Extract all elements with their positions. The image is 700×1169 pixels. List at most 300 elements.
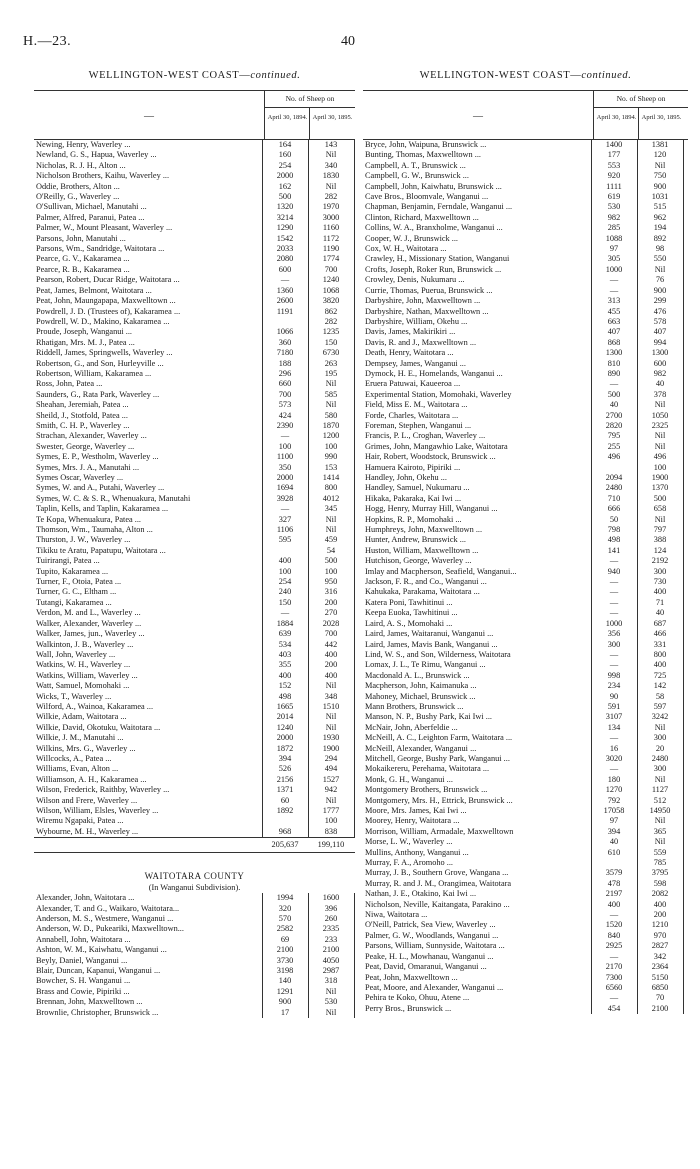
sheep-1894: 2156 xyxy=(276,774,294,784)
owner-name: Niwa, Waitotara ... xyxy=(365,910,428,920)
owner-name: Cooper, W. J., Brunswick ... xyxy=(365,233,459,243)
table-row xyxy=(363,171,688,181)
sheep-1895: 1031 xyxy=(651,192,669,202)
sheep-1894: 573 xyxy=(278,400,292,410)
sheep-1894: 1066 xyxy=(276,327,294,337)
sheep-1895: 407 xyxy=(653,327,667,337)
table-row xyxy=(363,515,688,525)
sheep-1894: 152 xyxy=(278,681,292,691)
sheep-1894: 3020 xyxy=(605,753,623,763)
sheep-1894: 1542 xyxy=(276,233,294,243)
sheep-1894: 920 xyxy=(607,171,621,181)
sheep-1895: 194 xyxy=(653,223,667,233)
sheep-1894: 660 xyxy=(278,379,292,389)
table-row xyxy=(34,556,355,566)
page-ref: H.—23. xyxy=(23,34,72,49)
sheep-1895: 515 xyxy=(653,202,667,212)
sheep-1895: 76 xyxy=(655,275,665,285)
left-header-year-1894: April 30, 1894. xyxy=(264,108,310,139)
owner-name: Turner, G. C., Eltham ... xyxy=(36,587,117,597)
owner-name: Perry Bros., Brunswick ... xyxy=(365,1003,452,1013)
owner-name: Monk, G. H., Wanganui ... xyxy=(365,774,453,784)
sheep-1895: Nil xyxy=(325,712,337,722)
owner-name: Willcocks, A., Patea ... xyxy=(36,753,112,763)
owner-name: Watkins, W. H., Waverley ... xyxy=(36,660,131,670)
sheep-1894: 534 xyxy=(278,639,292,649)
table-row xyxy=(34,504,355,514)
sheep-1895: 990 xyxy=(324,452,338,462)
sheep-1894: 360 xyxy=(278,337,292,347)
table-row xyxy=(363,182,688,192)
sheep-1894: 1240 xyxy=(276,722,294,732)
sheep-1894: 90 xyxy=(609,691,619,701)
table-row xyxy=(363,920,688,930)
table-row xyxy=(34,816,355,826)
owner-name: Ross, John, Patea ... xyxy=(36,379,103,389)
sheep-1894: 496 xyxy=(607,452,621,462)
owner-name: Peat, John, Maxwelltown ... xyxy=(365,972,458,982)
owner-name: Laird, A. S., Momohaki ... xyxy=(365,618,453,628)
sheep-1894: 1270 xyxy=(605,785,623,795)
table-row xyxy=(34,577,355,587)
table-row xyxy=(363,265,688,275)
table-row xyxy=(363,317,688,327)
owner-name: Parsons, Wm., Sandridge, Waitotara ... xyxy=(36,244,165,254)
table-row xyxy=(34,935,355,945)
sheep-1894: 2925 xyxy=(605,941,623,951)
sheep-1895: 153 xyxy=(324,462,338,472)
left-table-body-county xyxy=(34,893,355,1018)
owner-name: Hutchison, George, Waverley ... xyxy=(365,556,472,566)
sheep-1894: 498 xyxy=(607,535,621,545)
owner-name: Symes, Mrs. J. A., Manutahi ... xyxy=(36,462,140,472)
sheep-1894: — xyxy=(609,910,619,920)
sheep-1895: 1200 xyxy=(322,431,340,441)
sheep-1894: 240 xyxy=(278,587,292,597)
table-row xyxy=(34,421,355,431)
sheep-1894: 97 xyxy=(609,816,619,826)
owner-name: Thomson, Wm., Taumaha, Alton ... xyxy=(36,525,153,535)
sheep-1894: 1088 xyxy=(605,233,623,243)
table-row xyxy=(34,785,355,795)
table-row xyxy=(34,223,355,233)
owner-name: Kahukaka, Parakama, Waitotara ... xyxy=(365,587,480,597)
sheep-1894: 7300 xyxy=(605,972,623,982)
owner-name: Anderson, W. D., Pukeariki, Maxwelltown... xyxy=(36,924,184,934)
left-title-suffix: continued. xyxy=(250,70,301,81)
sheep-1894: 1872 xyxy=(276,743,294,753)
owner-name: McNeill, Alexander, Wanganui ... xyxy=(365,743,477,753)
table-row xyxy=(34,411,355,421)
sheep-1894: 526 xyxy=(278,764,292,774)
table-row xyxy=(34,442,355,452)
table-row xyxy=(34,400,355,410)
sheep-1894: 1106 xyxy=(276,525,294,535)
sheep-1895: 270 xyxy=(324,608,338,618)
table-row xyxy=(34,275,355,285)
owner-name: Walker, James, jun., Waverley ... xyxy=(36,629,145,639)
table-row xyxy=(34,904,355,914)
table-row xyxy=(34,629,355,639)
table-row xyxy=(363,816,688,826)
sheep-1894: 3579 xyxy=(605,868,623,878)
sheep-1895: 512 xyxy=(653,795,667,805)
sheep-1894: 424 xyxy=(278,410,292,420)
owner-name: Beyly, Daniel, Wanganui ... xyxy=(36,955,128,965)
sheep-1895: 597 xyxy=(653,701,667,711)
sheep-1895: 530 xyxy=(324,997,338,1007)
owner-name: Powdrell, W. D., Makino, Kakaramea ... xyxy=(36,316,170,326)
sheep-1894: — xyxy=(280,431,290,441)
sheep-1895: 550 xyxy=(653,254,667,264)
sheep-1895: 500 xyxy=(653,493,667,503)
owner-name: Montgomery Brothers, Brunswick ... xyxy=(365,785,488,795)
sheep-1895: 143 xyxy=(324,140,338,149)
table-row xyxy=(34,587,355,597)
right-header-sheep: No. of Sheep on xyxy=(593,91,688,108)
owner-name: Saunders, G., Rata Park, Waverley ... xyxy=(36,389,160,399)
owner-name: Field, Miss E. M., Waitotara ... xyxy=(365,400,468,410)
table-row xyxy=(34,379,355,389)
sheep-1895: 2827 xyxy=(651,941,669,951)
table-row xyxy=(34,546,355,556)
owner-name: Darbyshire, William, Okehu ... xyxy=(365,316,468,326)
table-row xyxy=(363,941,688,951)
table-row xyxy=(34,359,355,369)
table-row xyxy=(34,945,355,955)
owner-name: Brass and Cowie, Pipiriki ... xyxy=(36,986,130,996)
sheep-1895: 800 xyxy=(653,649,667,659)
sheep-1895: 299 xyxy=(653,296,667,306)
right-header-year-1894: April 30, 1894. xyxy=(593,108,639,139)
table-row xyxy=(34,712,355,722)
table-row xyxy=(363,702,688,712)
table-row xyxy=(34,525,355,535)
sheep-1894: 2197 xyxy=(605,889,623,899)
owner-name: Wilson and Frere, Waverley ... xyxy=(36,795,138,805)
table-row xyxy=(363,650,688,660)
owner-name: Cox, W. H., Waitotara ... xyxy=(365,244,447,254)
sheep-1894: 2582 xyxy=(276,924,294,934)
sheep-1894: 285 xyxy=(607,223,621,233)
sheep-1895: 2325 xyxy=(651,420,669,430)
table-row xyxy=(363,754,688,764)
sheep-1895: Nil xyxy=(654,160,666,170)
sheep-1894: 1291 xyxy=(276,986,294,996)
table-row xyxy=(34,171,355,181)
owner-name: Powdrell, J. D. (Trustees of), Kakaramea ... xyxy=(36,306,181,316)
table-row xyxy=(34,924,355,934)
sheep-1895: 124 xyxy=(653,545,667,555)
table-row xyxy=(363,837,688,847)
sheep-1895: 100 xyxy=(324,441,338,451)
sheep-1895: 1900 xyxy=(651,473,669,482)
owner-name: Montgomery, Mrs. H., Ettrick, Brunswick ... xyxy=(365,795,513,805)
sheep-1895: 942 xyxy=(324,785,338,795)
sheep-1895: 70 xyxy=(655,993,665,1003)
sheep-1895: 233 xyxy=(324,934,338,944)
table-row xyxy=(363,286,688,296)
right-table-body xyxy=(363,140,688,1014)
sheep-1895: 400 xyxy=(653,660,667,670)
sheep-1895: 200 xyxy=(653,910,667,920)
sheep-1895: 1050 xyxy=(651,410,669,420)
sheep-1894: 2480 xyxy=(605,483,623,493)
sheep-1894: — xyxy=(609,660,619,670)
owner-name: Hopkins, R. P., Momohaki ... xyxy=(365,514,462,524)
column-rule xyxy=(354,893,355,1018)
owner-name: Francis, P. L., Croghan, Waverley ... xyxy=(365,431,486,441)
owner-name: O'Neill, Patrick, Sea View, Waverley ... xyxy=(365,920,496,930)
sheep-1895: 348 xyxy=(324,691,338,701)
sheep-1895: 40 xyxy=(655,379,665,389)
table-row xyxy=(363,671,688,681)
sheep-1894: 2033 xyxy=(276,244,294,254)
owner-name: Oddie, Brothers, Alton ... xyxy=(36,181,120,191)
owner-name: Pearce, G. V., Kakaramea ... xyxy=(36,254,130,264)
page-number: 40 xyxy=(341,34,355,49)
table-row xyxy=(363,223,688,233)
column-rule xyxy=(262,140,263,837)
table-row xyxy=(363,369,688,379)
owner-name: O'Reilly, G., Waverley ... xyxy=(36,192,120,202)
sheep-1895: Nil xyxy=(654,816,666,826)
sheep-1894: 810 xyxy=(607,358,621,368)
table-row xyxy=(34,535,355,545)
sheep-1894: 940 xyxy=(607,566,621,576)
owner-name: Macpherson, John, Kaimanuka ... xyxy=(365,681,477,691)
table-row xyxy=(34,515,355,525)
sheep-1894: 400 xyxy=(278,670,292,680)
sheep-1895: 340 xyxy=(324,160,338,170)
sheep-1894: 570 xyxy=(278,914,292,924)
sheep-1895: 1235 xyxy=(322,327,340,337)
owner-name: Grimes, John, Mangawhio Lake, Waitotara xyxy=(365,441,508,451)
sheep-1894: 1111 xyxy=(606,181,622,191)
sheep-1895: 1510 xyxy=(322,701,340,711)
table-row xyxy=(34,692,355,702)
sheep-1895: 14950 xyxy=(649,806,671,815)
sheep-1895: 700 xyxy=(324,264,338,274)
sheep-1894: 1000 xyxy=(605,618,623,628)
column-rule xyxy=(308,140,309,837)
owner-name: Pearson, Robert, Ducar Ridge, Waitotara ... xyxy=(36,275,180,285)
owner-name: Riddell, James, Springwells, Waverley ... xyxy=(36,348,173,358)
sheep-1895: Nil xyxy=(654,774,666,784)
owner-name: Taplin, Kells, and Taplin, Kakaramea ... xyxy=(36,504,169,514)
sheep-1894: 610 xyxy=(607,847,621,857)
table-row xyxy=(363,254,688,264)
sheep-1894: 1884 xyxy=(276,618,294,628)
table-row xyxy=(363,629,688,639)
left-table-header xyxy=(34,90,355,140)
table-row xyxy=(34,338,355,348)
left-header-dash: — xyxy=(144,111,154,122)
sheep-1895: 400 xyxy=(653,899,667,909)
sheep-1894: 795 xyxy=(607,431,621,441)
sheep-1894: 2094 xyxy=(605,473,623,482)
owner-name: Davis, James, Makirikiri ... xyxy=(365,327,456,337)
table-row xyxy=(363,192,688,202)
sheep-1894: — xyxy=(609,577,619,587)
column-rule xyxy=(308,893,309,1018)
sheep-1894: 1300 xyxy=(605,348,623,358)
table-row xyxy=(363,504,688,514)
sheep-1894: 2080 xyxy=(276,254,294,264)
table-row xyxy=(363,733,688,743)
left-total-1895: 199,110 xyxy=(317,840,345,850)
owner-name: Wilson, William, Elsles, Waverley ... xyxy=(36,806,159,815)
right-table-header xyxy=(363,90,688,140)
table-row xyxy=(363,494,688,504)
owner-name: Walker, Alexander, Waverley ... xyxy=(36,618,142,628)
table-row xyxy=(34,483,355,493)
sheep-1894: 3928 xyxy=(276,493,294,503)
sheep-1895: 1172 xyxy=(322,233,340,243)
owner-name: Mitchell, George, Bushy Park, Wanganui ... xyxy=(365,753,510,763)
owner-name: Experimental Station, Momohaki, Waverley xyxy=(365,389,512,399)
owner-name: Peat, James, Belmont, Waitotara ... xyxy=(36,285,152,295)
sheep-1895: 982 xyxy=(653,368,667,378)
sheep-1895: 200 xyxy=(324,597,338,607)
sheep-1894: 141 xyxy=(607,545,621,555)
table-row xyxy=(363,660,688,670)
sheep-1895: 1240 xyxy=(322,275,340,285)
sheep-1894: 134 xyxy=(607,722,621,732)
table-row xyxy=(34,1008,355,1018)
table-row xyxy=(34,265,355,275)
sheep-1895: 71 xyxy=(655,597,665,607)
owner-name: Hamuera Kairoto, Pipiriki ... xyxy=(365,462,461,472)
sheep-1895: Nil xyxy=(654,837,666,847)
table-row xyxy=(363,993,688,1003)
table-row xyxy=(34,806,355,816)
sheep-1895: 1777 xyxy=(322,806,340,815)
sheep-1894: 140 xyxy=(278,976,292,986)
table-row xyxy=(363,213,688,223)
table-row xyxy=(34,431,355,441)
sheep-1894: 403 xyxy=(278,649,292,659)
table-row xyxy=(363,431,688,441)
owner-name: Newland, G. S., Hapua, Waverley ... xyxy=(36,150,157,160)
sheep-1895: Nil xyxy=(325,722,337,732)
owner-name: Rhatigan, Mrs. M. J., Patea ... xyxy=(36,337,135,347)
table-row xyxy=(34,348,355,358)
sheep-1895: 282 xyxy=(324,316,338,326)
sheep-1895: Nil xyxy=(325,795,337,805)
table-row xyxy=(34,775,355,785)
sheep-1895: 100 xyxy=(653,462,667,472)
owner-name: Nicholson Brothers, Kaihu, Waverley ... xyxy=(36,171,170,181)
sheep-1894: 97 xyxy=(609,244,619,254)
sheep-1894: 2600 xyxy=(276,296,294,306)
sheep-1895: 1210 xyxy=(651,920,669,930)
sheep-1895: Nil xyxy=(654,514,666,524)
sheep-1895: 500 xyxy=(324,556,338,566)
sheep-1895: 316 xyxy=(324,587,338,597)
left-column-title xyxy=(34,68,355,84)
table-row xyxy=(363,640,688,650)
owner-name: Hunter, Andrew, Brunswick ... xyxy=(365,535,466,545)
owner-name: Brownlie, Christopher, Brunswick ... xyxy=(36,1007,159,1017)
sheep-1894: 320 xyxy=(278,903,292,913)
sheep-1894: 454 xyxy=(607,1003,621,1013)
sheep-1894: 100 xyxy=(278,441,292,451)
sheep-1895: 195 xyxy=(324,368,338,378)
table-row xyxy=(363,827,688,837)
owner-name: Wilson, Frederick, Raithby, Waverley ... xyxy=(36,785,170,795)
owner-name: Palmer, Alfred, Paranui, Patea ... xyxy=(36,212,145,222)
sheep-1895: 40 xyxy=(655,608,665,618)
sheep-1895: 282 xyxy=(324,192,338,202)
owner-name: Parsons, William, Sunnyside, Waitotara ... xyxy=(365,941,505,951)
sheep-1895: 3000 xyxy=(322,212,340,222)
sheep-1894: 595 xyxy=(278,535,292,545)
sheep-1895: 892 xyxy=(653,233,667,243)
sheep-1894: 792 xyxy=(607,795,621,805)
sheep-1895: Nil xyxy=(654,431,666,441)
owner-name: Symes, E. P., Westholm, Waverley ... xyxy=(36,452,159,462)
sheep-1895: 400 xyxy=(653,587,667,597)
sheep-1894: 663 xyxy=(607,316,621,326)
table-row xyxy=(34,976,355,986)
sheep-1895: 4012 xyxy=(322,493,340,503)
owner-name: Peat, Moore, and Alexander, Wanganui ... xyxy=(365,982,504,992)
owner-name: Bryce, John, Waipuna, Brunswick ... xyxy=(365,140,487,149)
table-row xyxy=(363,400,688,410)
owner-name: O'Sullivan, Michael, Manutahi ... xyxy=(36,202,147,212)
owner-name: Foreman, Stephen, Wanganui ... xyxy=(365,420,472,430)
sheep-1894: 2170 xyxy=(605,962,623,972)
owner-name: Proude, Joseph, Wanganui ... xyxy=(36,327,132,337)
sheep-1895: 962 xyxy=(653,212,667,222)
sheep-1894: 305 xyxy=(607,254,621,264)
owner-name: Laird, James, Mavis Bank, Wanganui ... xyxy=(365,639,498,649)
sheep-1894: 500 xyxy=(607,389,621,399)
sheep-1895: 730 xyxy=(653,577,667,587)
table-row xyxy=(363,712,688,722)
sheep-1895: 120 xyxy=(653,150,667,160)
sheep-1895: Nil xyxy=(654,441,666,451)
owner-name: Robertson, William, Kakaramea ... xyxy=(36,368,152,378)
owner-name: Parsons, John, Manutahi ... xyxy=(36,233,126,243)
sheep-1895: 260 xyxy=(324,914,338,924)
owner-name: Peat, David, Omaranui, Wanganui ... xyxy=(365,962,487,972)
table-row xyxy=(34,598,355,608)
sheep-1894: 400 xyxy=(278,556,292,566)
sheep-1894: 1000 xyxy=(605,264,623,274)
table-row xyxy=(34,369,355,379)
sheep-1895: 1970 xyxy=(322,202,340,212)
owner-name: Dymock, H. E., Homelands, Wanganui ... xyxy=(365,368,503,378)
table-row xyxy=(34,723,355,733)
owner-name: Mann Brothers, Brunswick ... xyxy=(365,701,464,711)
table-row xyxy=(363,608,688,618)
sheep-1894: 868 xyxy=(607,337,621,347)
table-row xyxy=(363,973,688,983)
sheep-1894: 1371 xyxy=(276,785,294,795)
table-row xyxy=(363,806,688,816)
sheep-1894: 3214 xyxy=(276,212,294,222)
table-row xyxy=(363,161,688,171)
table-row xyxy=(34,796,355,806)
owner-name: Symes, W. and A., Putahi, Waverley ... xyxy=(36,483,165,493)
table-row xyxy=(363,275,688,285)
table-row xyxy=(34,733,355,743)
owner-name: Wilkie, J. M., Manutahi ... xyxy=(36,733,124,743)
owner-name: Chapman, Benjamin, Ferndale, Wanganui ... xyxy=(365,202,513,212)
owner-name: Brennan, John, Maxwelltown ... xyxy=(36,997,143,1007)
